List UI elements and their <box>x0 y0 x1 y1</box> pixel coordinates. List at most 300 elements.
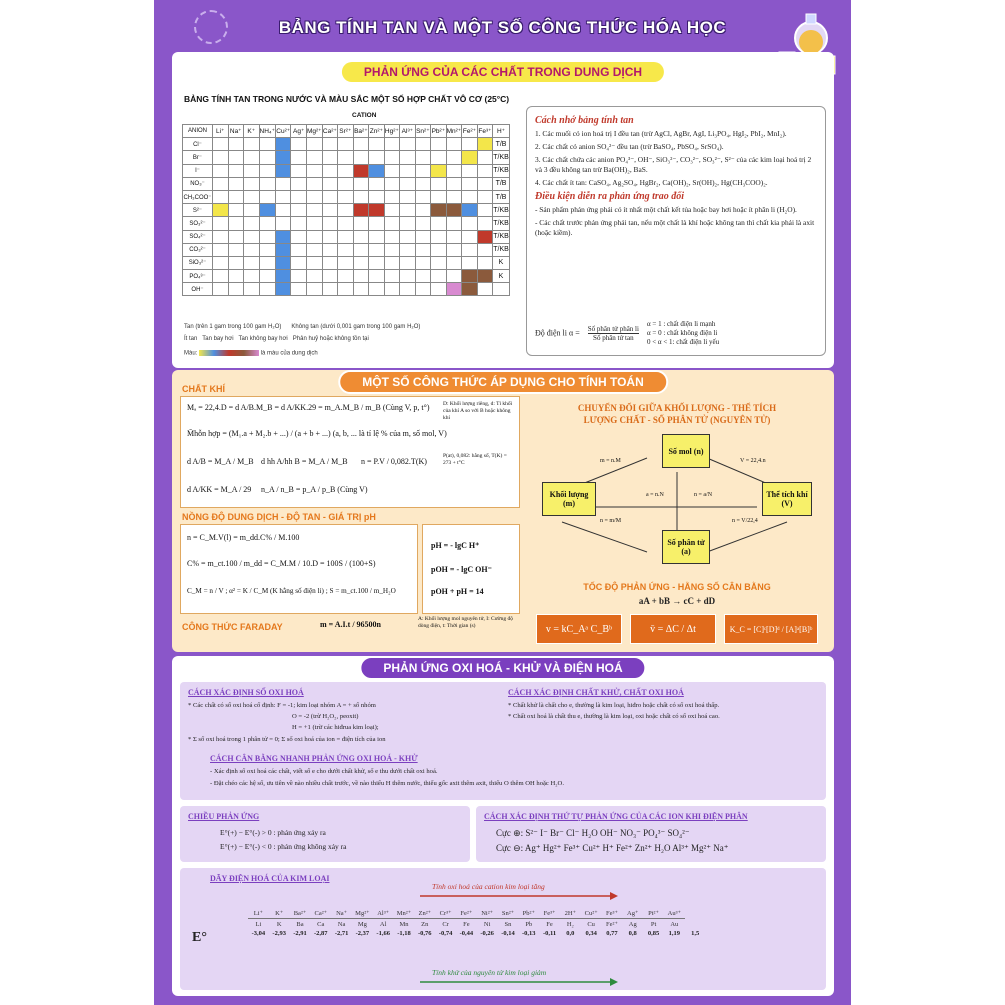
table-cell <box>400 256 416 269</box>
formula-poh: pOH = - lgC OH⁻ <box>431 565 492 574</box>
table-cell <box>400 138 416 151</box>
table-cell <box>228 283 244 296</box>
formula-faraday: m = A.I.t / 96500n <box>320 620 382 629</box>
table-cell <box>415 177 431 190</box>
series-cell: Ni²⁺ <box>477 908 498 919</box>
table-cell: T/KB <box>493 230 510 243</box>
table-cell <box>431 164 447 177</box>
rate-k-box: K_C = [C]ᶜ[D]ᵈ / [A]ᵃ[B]ᵇ <box>724 614 818 644</box>
table-cell <box>384 270 400 283</box>
h-can-bang: CÁCH CÂN BẰNG NHANH PHẢN ỨNG OXI HOÁ - KHỬ <box>210 754 418 763</box>
table-cell <box>462 204 478 217</box>
cation-header: NH₄⁺ <box>259 125 275 138</box>
table-cell <box>384 190 400 203</box>
series-cell: Pb <box>525 920 533 928</box>
h-chat-khu: CÁCH XÁC ĐỊNH CHẤT KHỬ, CHẤT OXI HOÁ <box>508 688 684 697</box>
table-cell <box>384 177 400 190</box>
table-row <box>183 256 510 269</box>
cation-header: Fe³⁺ <box>477 125 493 138</box>
table-cell <box>244 230 260 243</box>
table-cell <box>338 138 354 151</box>
table-cell <box>400 190 416 203</box>
table-row <box>183 138 510 151</box>
series-row-ions <box>248 908 706 919</box>
table-cell <box>322 138 338 151</box>
chieu-line-2: E°(+) − E°(-) < 0 : phản ứng không xảy ra <box>220 842 347 851</box>
series-cell: -0,13 <box>521 930 536 937</box>
table-cell <box>384 283 400 296</box>
table-cell <box>400 243 416 256</box>
table-cell <box>322 204 338 217</box>
solubility-panel <box>172 52 834 368</box>
table-cell <box>415 270 431 283</box>
table-cell <box>306 190 322 203</box>
arrow-top-label: Tính oxi hoá của cation kim loại tăng <box>432 882 545 891</box>
table-cell <box>244 177 260 190</box>
series-cell: Cr <box>442 920 449 928</box>
series-cell: 0,85 <box>647 930 660 937</box>
table-cell <box>259 283 275 296</box>
table-cell <box>353 230 369 243</box>
table-cell <box>446 217 462 230</box>
table-cell <box>213 204 229 217</box>
table-cell <box>259 256 275 269</box>
series-cell: Zn <box>421 920 429 928</box>
table-cell <box>415 217 431 230</box>
table-cell <box>291 190 307 203</box>
legend-phan-huy: Phản huỷ hoặc không tồn tại <box>292 336 369 342</box>
table-cell <box>431 256 447 269</box>
series-cell: Al <box>379 920 387 928</box>
table-cell <box>477 190 493 203</box>
table-cell <box>384 204 400 217</box>
rule-item-3: 3. Các chất chứa các anion PO₄³⁻, OH⁻, SiO₃²⁻, CO₃²⁻, SO₃²⁻, S²⁻ của các kim loại hoá trị 2 và 3 đều không tan trừ Ba(OH)₂, BaS. <box>535 155 812 174</box>
table-cell <box>275 204 291 217</box>
cation-header: Fe²⁺ <box>462 125 478 138</box>
table-cell <box>291 256 307 269</box>
table-cell <box>244 270 260 283</box>
table-cell <box>275 256 291 269</box>
table-cell <box>384 164 400 177</box>
table-cell: K <box>493 270 510 283</box>
table-cell <box>275 164 291 177</box>
series-cell: -0,14 <box>501 930 515 937</box>
series-cell: Pb²⁺ <box>518 908 539 919</box>
table-cell <box>228 138 244 151</box>
table-cell <box>462 164 478 177</box>
series-cell: 0,8 <box>628 930 637 937</box>
table-cell <box>322 270 338 283</box>
table-cell <box>353 151 369 164</box>
table-cell <box>431 217 447 230</box>
e-zero-label: E° <box>192 930 207 945</box>
rate-v-box: v = kC_Aᵃ C_Bᵇ <box>536 614 622 644</box>
table-cell <box>338 217 354 230</box>
series-cell: 1,5 <box>691 930 700 937</box>
chieu-line-1: E°(+) − E°(-) > 0 : phản ứng xảy ra <box>220 828 326 837</box>
series-cell: Ni <box>483 920 491 928</box>
table-cell <box>213 283 229 296</box>
table-cell <box>259 270 275 283</box>
formula-mixture: M̄hỗn hợp = (M₁.a + M₂.b + ...) / (a + b + ...) (a, b, ... là tỉ lệ % của m, số mol, V) <box>187 429 447 438</box>
table-cell <box>384 230 400 243</box>
series-cell: -2,91 <box>293 930 307 937</box>
table-cell <box>338 151 354 164</box>
table-cell <box>353 283 369 296</box>
alpha-numerator: Số phân tử phân li <box>587 325 639 333</box>
table-cell <box>259 230 275 243</box>
legend-khong-tan: Không tan (dưới 0,001 gam trong 100 gam H₂O) <box>291 324 421 330</box>
table-cell <box>244 164 260 177</box>
series-cell: Pt <box>650 920 657 928</box>
table-row <box>183 151 510 164</box>
anion-label: S²⁻ <box>183 204 213 217</box>
table-cell <box>322 283 338 296</box>
table-cell <box>322 230 338 243</box>
cation-header: K⁺ <box>244 125 260 138</box>
h-so-oxi-hoa: CÁCH XÁC ĐỊNH SỐ OXI HOÁ <box>188 688 304 697</box>
legend-tan-bay-hoi: Tan bay hơi <box>202 336 234 342</box>
table-cell <box>306 230 322 243</box>
oxi-line-4: * Σ số oxi hoá trong 1 phân tử = 0; Σ số oxi hoá của ion = điện tích của ion <box>188 736 386 743</box>
table-cell <box>446 204 462 217</box>
table-row <box>183 283 510 296</box>
table-cell <box>477 204 493 217</box>
table-cell <box>259 164 275 177</box>
table-cell <box>369 138 385 151</box>
table-cell: K <box>493 256 510 269</box>
cation-header: Sr²⁺ <box>338 125 354 138</box>
series-cell: Pt²⁺ <box>643 908 664 919</box>
table-cell <box>291 151 307 164</box>
table-cell <box>228 217 244 230</box>
table-cell <box>213 151 229 164</box>
formula-ph: pH = - lgC H⁺ <box>431 541 480 550</box>
table-cell <box>228 204 244 217</box>
cation-header: Hg²⁺ <box>384 125 400 138</box>
table-cell <box>259 138 275 151</box>
h-chieu: CHIỀU PHẢN ỨNG <box>188 812 260 821</box>
rate-equation: aA + bB → cC + dD <box>638 596 716 606</box>
table-cell <box>400 164 416 177</box>
table-cell <box>228 243 244 256</box>
series-cell: Mn²⁺ <box>394 908 415 919</box>
table-cell <box>446 164 462 177</box>
arrow-right-green-icon <box>420 978 620 986</box>
table-cell <box>213 138 229 151</box>
can-bang-line-1: - Xác định số oxi hoá các chất, viết số e cho dưới chất khử, số e thu dưới chất oxi hoá. <box>210 768 438 775</box>
table-row <box>183 230 510 243</box>
table-cell <box>259 204 275 217</box>
table-cell <box>306 177 322 190</box>
table-cell <box>322 164 338 177</box>
table-cell <box>306 270 322 283</box>
table-cell <box>431 151 447 164</box>
table-cell <box>213 177 229 190</box>
table-cell <box>462 138 478 151</box>
can-bang-line-2: - Đặt chéo các hệ số, ưu tiên về nào nhiều chất trước, về nào thiếu H thêm nước, thiếu gốc axit thêm axit, thiếu O thêm OH hoặc H₂O. <box>210 780 564 787</box>
conversion-title <box>532 402 822 426</box>
table-cell <box>477 164 493 177</box>
formula-n-pv: n = P.V / 0,082.T(K) <box>361 457 427 466</box>
series-cell: Ca <box>317 920 325 928</box>
table-cell <box>244 204 260 217</box>
table-cell <box>338 177 354 190</box>
table-cell <box>338 270 354 283</box>
concentration-box <box>180 524 418 614</box>
formula-n-cm: n = C_M.V(l) = m_dd.C% / M.100 <box>187 533 300 542</box>
series-cell: 1,19 <box>668 930 681 937</box>
series-cell: Sn²⁺ <box>498 908 519 919</box>
formula-ratio: n_A / n_B = p_A / p_B (Cùng V) <box>261 485 368 494</box>
table-cell: T/B <box>493 177 510 190</box>
table-cell: T/B <box>493 138 510 151</box>
series-cell: 2H⁺ <box>560 908 581 919</box>
table-cell <box>462 151 478 164</box>
table-cell <box>446 283 462 296</box>
table-cell <box>244 283 260 296</box>
table-cell <box>275 243 291 256</box>
series-cell: Mg <box>357 920 367 928</box>
node-so-phan-tu: Số phân tử (a) <box>662 530 710 564</box>
anion-label: SO₃²⁻ <box>183 217 213 230</box>
table-cell <box>338 164 354 177</box>
table-cell <box>338 243 354 256</box>
cathode-order: Cực ⊖: Ag⁺ Hg²⁺ Fe³⁺ Cu²⁺ H⁺ Fe²⁺ Zn²⁺ H₂O Al³⁺ Mg²⁺ Na⁺ <box>496 843 729 853</box>
table-cell <box>291 283 307 296</box>
cation-header: H⁺ <box>493 125 510 138</box>
series-cell: Mn <box>399 920 409 928</box>
anion-label: I⁻ <box>183 164 213 177</box>
anion-label: Br⁻ <box>183 151 213 164</box>
series-cell: Ba <box>296 920 304 928</box>
table-cell <box>431 270 447 283</box>
table-cell <box>400 230 416 243</box>
table-row <box>183 243 510 256</box>
table-cell <box>275 270 291 283</box>
table-cell <box>338 204 354 217</box>
anion-label: OH⁻ <box>183 283 213 296</box>
series-cell: -2,93 <box>272 930 286 937</box>
table-cell <box>291 230 307 243</box>
table-cell: T/KB <box>493 204 510 217</box>
table-cell <box>477 177 493 190</box>
section2-title: MỘT SỐ CÔNG THỨC ÁP DỤNG CHO TÍNH TOÁN <box>338 370 668 394</box>
table-cell <box>353 204 369 217</box>
table-cell <box>400 177 416 190</box>
table-cell <box>415 230 431 243</box>
table-cell <box>400 270 416 283</box>
table-cell <box>369 190 385 203</box>
table-row <box>183 177 510 190</box>
formula-molar-mass: Mₐ = 22,4.D = d A/B.M_B = d A/KK.29 = m_A.M_B / m_B (Cùng V, p, t°) <box>187 403 430 412</box>
table-cell <box>446 138 462 151</box>
table-cell <box>338 230 354 243</box>
anion-header: ANION <box>183 125 213 138</box>
table-header-row <box>183 125 510 138</box>
table-cell <box>353 270 369 283</box>
formula-n-pv-note: P(at), 0,082: hằng số, T(K) = 273 + t°C <box>443 453 507 466</box>
cation-header: Li⁺ <box>213 125 229 138</box>
table-cell <box>275 230 291 243</box>
table-cell <box>446 256 462 269</box>
table-cell <box>259 243 275 256</box>
table-cell <box>415 164 431 177</box>
series-cell: Li⁺ <box>248 908 269 919</box>
table-cell <box>369 217 385 230</box>
edge-n-m-over-M: n = m/M <box>600 518 622 524</box>
electrochemical-series-table <box>248 908 706 938</box>
table-cell <box>353 243 369 256</box>
anion-label: NO₃⁻ <box>183 177 213 190</box>
table-cell <box>213 217 229 230</box>
table-cell <box>291 270 307 283</box>
legend-row-2 <box>184 336 369 342</box>
table-cell <box>369 256 385 269</box>
table-cell <box>259 177 275 190</box>
series-cell: 0,34 <box>585 930 597 937</box>
table-cell <box>446 177 462 190</box>
series-cell: Ba²⁺ <box>290 908 311 919</box>
table-cell <box>462 243 478 256</box>
rate-vbar-box: v̄ = ΔC / Δt <box>630 614 716 644</box>
table-cell <box>213 190 229 203</box>
alpha-denominator: Số phân tử tan <box>593 334 634 342</box>
formula-d-akk: d A/KK = M_A / 29 <box>187 485 252 494</box>
formula-c-percent: C% = m_ct.100 / m_dd = C_M.M / 10.D = 100S / (100+S) <box>187 559 376 568</box>
table-cell <box>477 151 493 164</box>
series-cell: Cu <box>587 920 595 928</box>
formulas-panel <box>172 370 834 652</box>
table-cell: T/B <box>493 190 510 203</box>
table-cell <box>493 283 510 296</box>
table-cell <box>291 217 307 230</box>
anion-label: CO₃²⁻ <box>183 243 213 256</box>
anion-label: SiO₃²⁻ <box>183 256 213 269</box>
legend-tan: Tan (trên 1 gam trong 100 gam H₂O) <box>184 324 282 330</box>
oxi-line-3: H = +1 (trừ các hiđrua kim loại); <box>292 724 379 731</box>
table-cell <box>322 151 338 164</box>
oxidation-number-box <box>180 682 826 800</box>
series-cell: Al³⁺ <box>373 908 394 919</box>
edge-v-22-4n: V = 22,4.n <box>740 458 766 464</box>
anion-label: Cl⁻ <box>183 138 213 151</box>
table-cell <box>244 190 260 203</box>
cation-header: Mn²⁺ <box>446 125 462 138</box>
edge-n-v-over-22-4: n = V/22,4 <box>732 518 758 524</box>
table-cell <box>477 270 493 283</box>
table-cell <box>306 217 322 230</box>
table-row <box>183 217 510 230</box>
khu-line-2: * Chất oxi hoá là chất thu e, thường là kim loại, oxi hoặc chất có số oxi hoá cao. <box>508 713 720 720</box>
table-cell <box>384 138 400 151</box>
legend-it-tan: Ít tan <box>184 336 198 342</box>
reaction-direction-box <box>180 806 470 862</box>
node-the-tich: Thể tích khí (V) <box>762 482 812 516</box>
table-cell <box>477 256 493 269</box>
electrolysis-order-box <box>476 806 826 862</box>
table-cell <box>306 151 322 164</box>
poster-banner <box>154 8 851 48</box>
table-cell <box>275 283 291 296</box>
rules-heading-2: Điều kiện diễn ra phản ứng trao đổi <box>535 191 685 202</box>
table-cell <box>415 243 431 256</box>
table-cell <box>446 243 462 256</box>
table-cell <box>384 243 400 256</box>
table-cell <box>322 256 338 269</box>
rule-item-4: 4. Các chất ít tan: CaSO₄, Ag₂SO₄, HgBr₂, Ca(OH)₂, Sr(OH)₂, Hg(CH₃COO)₂. <box>535 178 768 187</box>
series-cell: -0,26 <box>480 930 494 937</box>
table-cell <box>384 256 400 269</box>
table-cell <box>431 204 447 217</box>
series-cell: -0,76 <box>418 930 432 937</box>
table-cell <box>306 164 322 177</box>
table-cell: T/KB <box>493 151 510 164</box>
table-cell <box>244 151 260 164</box>
series-cell: Ca²⁺ <box>310 908 331 919</box>
series-cell: -1,18 <box>397 930 411 937</box>
series-cell: Na⁺ <box>331 908 352 919</box>
cation-header: Pb²⁺ <box>431 125 447 138</box>
alpha-formula <box>535 320 815 347</box>
series-row-metals <box>248 919 706 930</box>
table-cell <box>353 256 369 269</box>
cation-header: Ba²⁺ <box>353 125 369 138</box>
series-cell: -2,37 <box>355 930 370 937</box>
table-cell <box>400 151 416 164</box>
table-cell <box>275 177 291 190</box>
table-cell <box>415 283 431 296</box>
alpha-label: Độ điện li α = <box>535 328 580 338</box>
solubility-rules-box <box>526 106 826 356</box>
table-cell <box>244 217 260 230</box>
edge-a-nN: a = n.N <box>646 492 664 498</box>
table-cell <box>415 204 431 217</box>
cation-header: Sn²⁺ <box>415 125 431 138</box>
table-cell <box>228 256 244 269</box>
alpha-case-2: α = 0 : chất không điện li <box>646 329 718 337</box>
table-cell <box>400 217 416 230</box>
formula-d-ab: d A/B = M_A / M_B <box>187 457 254 466</box>
table-cell <box>462 256 478 269</box>
section3-title: PHẢN ỨNG OXI HOÁ - KHỬ VÀ ĐIỆN HOÁ <box>359 656 646 680</box>
series-cell: -3,04 <box>251 930 266 937</box>
series-cell: Fe²⁺ <box>456 908 477 919</box>
nong-do-heading: NỒNG ĐỘ DUNG DỊCH - ĐỘ TAN - GIÁ TRỊ pH <box>182 512 376 522</box>
table-cell <box>400 283 416 296</box>
oxi-line-2: O = -2 (trừ H₂O₂, peoxit) <box>292 713 359 720</box>
series-cell: Au <box>670 920 679 928</box>
table-cell <box>275 151 291 164</box>
table-cell <box>259 151 275 164</box>
table-cell <box>446 151 462 164</box>
table-cell <box>306 204 322 217</box>
legend-tan-khong-bay-hoi: Tan không bay hơi <box>238 336 288 342</box>
rule-item-1: 1. Các muối có ion hoá trị I đều tan (trừ AgCl, AgBr, AgI, Li₃PO₄, HgI₂, PbI₂, MnI₂). <box>535 129 787 138</box>
series-cell: H₂ <box>566 920 574 928</box>
series-cell: Au³⁺ <box>664 908 685 919</box>
series-cell: Mg²⁺ <box>352 908 373 919</box>
anode-order: Cực ⊕: S²⁻ I⁻ Br⁻ Cl⁻ H₂O OH⁻ NO₃⁻ PO₄³⁻ SO₄²⁻ <box>496 828 690 838</box>
series-cell: -0,74 <box>438 930 453 937</box>
table-cell <box>228 270 244 283</box>
table-cell <box>322 217 338 230</box>
table-cell <box>431 138 447 151</box>
cation-label: CATION <box>352 112 377 119</box>
legend-mau: Màu: <box>184 350 198 357</box>
table-cell <box>322 190 338 203</box>
alpha-case-1: α = 1 : chất điện li mạnh <box>646 320 716 328</box>
